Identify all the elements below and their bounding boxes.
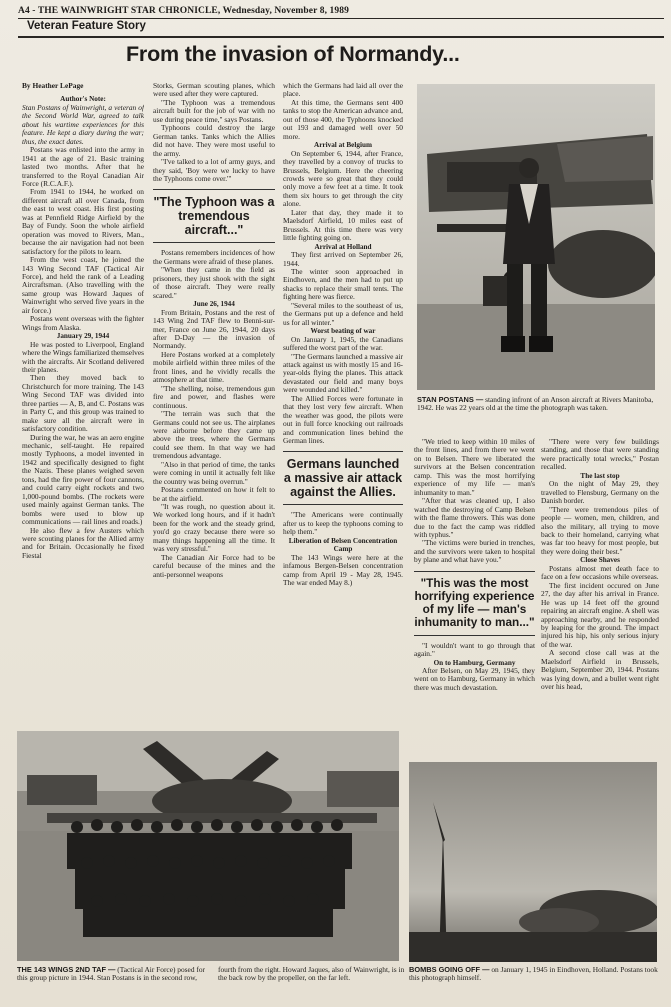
paragraph: Storks, German scouting planes, which were used after they were captured.: [153, 82, 275, 99]
paragraph: He also flew a few Austers which were scouting planes for the Allied army and for Britain. Occasionally he fixed Fiestal: [22, 525, 144, 560]
paragraph: From the west coast, he joined the 143 Wing Second TAF (Tactical Air Force), and held the rank of a Leading Aircraftsman. (Also travelling with the same group was Howard Jaques of Wainwright who served five years in the air force.): [22, 255, 144, 315]
paragraph: Later that day, they made it to Maelsdorf Airfield, 10 miles east of Brussels. At this time there was very little fighting going on.: [283, 207, 403, 243]
caption-143-wings: [17, 966, 409, 983]
subhead: On to Hamburg, Germany: [433, 658, 516, 667]
paragraph: "The Germans launched a massive air attack against us with mostly 15 and 16-year-olds flying the planes. This attack devastated our field and many boys were wounded and killed.": [283, 351, 403, 395]
masthead-rule: [18, 18, 664, 19]
subhead: June 26, 1944: [193, 300, 235, 309]
subhead: Arrival at Holland: [314, 242, 372, 251]
paragraph: After Belsen, on May 29, 1945, they went on to Hamburg, Germany in which there was much devastation.: [414, 665, 535, 692]
subhead: Author's Note:: [60, 95, 106, 104]
bombs-photo-graphic: [409, 762, 657, 962]
paragraph: The first incident occured on June 27, the day after his arrival in France. He was up 14 feet off the ground repairing an aircraft engine. A shell was approaching nearby, and he responded by leaping for the ground. The impact injured his hip, his only serious injury of the war.: [541, 580, 659, 649]
paragraph: On the night of May 29, they travelled to Flensburg, Germany on the Danish border.: [541, 479, 659, 506]
headline: From the invasion of Normandy...: [126, 42, 460, 66]
article-column-4: [414, 438, 535, 756]
paragraph: Postans went overseas with the fighter Wings from Alaska.: [22, 314, 144, 332]
column-4-bottom: [414, 642, 535, 693]
paragraph: Then they moved back to Christchurch for more training. The 143 Wing Second TAF was divided into three parties — A, B, and C. Postans was in Party C, and this group was trained to make sure all the aircraft were in satisfactory condition.: [22, 373, 144, 434]
paragraph: "The Americans were continually after us to keep the typhoons coming to help them.": [283, 510, 403, 537]
paragraph: The winter soon approached in Eindhoven, and the men had to put up shacks to replace their small tents. The fighting here was fierce.: [283, 266, 403, 302]
paragraph: "The victims were buried in trenches, and the survivors were taken to hospital by plane and what have you.": [414, 538, 535, 565]
paragraph: "I've talked to a lot of army guys, and they said, 'Boy were we lucky to have the Typhoons come over.'": [153, 157, 275, 183]
article-column-1: [22, 82, 144, 744]
article-column-2: [153, 82, 275, 746]
caption-text: standing infront of an Anson aircraft at Rivers Manitoba, 1942. He was 22 years old at the time the photograph was taken.: [417, 395, 654, 413]
paragraph: "The terrain was such that the Germans could not see us. The airplanes were airborne before they came up above the trees, where the Germans could see them. In that way we had tremendous advantage.: [153, 409, 275, 461]
subhead: January 29, 1944: [56, 332, 110, 341]
paragraph: Here Postans worked at a completely mobile airfield within three miles of the front lines, and he vividly recalls the atmosphere at that time.: [153, 349, 275, 385]
paragraph: "It was rough, no question about it. We worked long hours, and if it hadn't been for the work and the steady grind, you'd go crazy because there were so many things happening all the time. It was very stressful.": [153, 502, 275, 554]
article-column-5: [541, 438, 659, 756]
paragraph: "The Typhoon was a tremendous aircraft built for the job of war with no use during peace time," says Postans.: [153, 97, 275, 124]
paragraph: "There were very few buildings standing, and those that were standing were practically total wrecks," Postan recalled.: [541, 438, 659, 472]
caption-lead: BOMBS GOING OFF —: [409, 965, 490, 974]
caption-text: (Tactical Air Force) posed for this group picture in 1944. Stan Postans is in the second row, fourth from the right. Howard Jaques, also of Wainwright, is in the back row by the propeller, on the far left.: [17, 965, 405, 983]
paragraph: Typhoons could destroy the large German tanks. Tanks which the Allies did not have. They were most useful to the army.: [153, 123, 275, 158]
section-rule: [18, 36, 664, 38]
paragraph: They first arrived on September 26, 1944.: [283, 250, 403, 268]
photo-143-wings-group: [17, 731, 399, 961]
caption-lead: STAN POSTANS —: [417, 395, 484, 404]
paragraph: The Canadian Air Force had to be careful because of the mines and the anti-personnel weapons: [153, 552, 275, 579]
paragraph: "After that was cleaned up, I also watched the destroying of Camp Belsen with the flame throwers. This was done due to the fact the camp was riddled with typhus.": [414, 496, 535, 539]
section-label: Veteran Feature Story: [27, 20, 146, 32]
paragraph: "Several miles to the southeast of us, the Germans put up a defence and held us for all winter.": [283, 300, 403, 327]
column-2-bottom: [153, 249, 275, 579]
paragraph: On January 1, 1945, the Canadians suffered the worst part of the war.: [283, 334, 403, 353]
column-3-bottom: [283, 511, 403, 587]
paragraph: Postans commented on how it felt to be at the airfield.: [153, 485, 275, 503]
column-2-top: [153, 82, 275, 183]
paragraph: Postans almost met death face to face on a few occasions while overseas.: [541, 563, 659, 582]
paragraph: Stan Postans of Wainwright, a veteran of the Second World War, agreed to talk about his wartime experiences for this feature. He kept a diary during the war; thus, the exact dates.: [22, 102, 144, 146]
paragraph: The 143 Wings were here at the infamous Bergen-Belsen concentration camp from April 19 - May 28, 1945. The war ended May 8.): [283, 552, 403, 588]
caption-bombs: [409, 966, 659, 983]
paragraph: Postans remembers incidences of how the Germans were afraid of these planes.: [153, 248, 275, 266]
article-column-3: [283, 82, 403, 744]
subhead: Worst beating of war: [310, 327, 376, 336]
subhead: Close Shaves: [580, 556, 620, 565]
paragraph: On September 6, 1944, after France, they travelled by a convoy of trucks to Brussels, Belgium. Here the cheering crowds were so great that they could only move a few feet at a time. It took them six hours to get through the city alone.: [283, 148, 403, 209]
pull-quote-typhoon: "The Typhoon was a tremendous aircraft...": [153, 189, 275, 243]
paragraph: A second close call was at the Maelsdorf Airfield in Brussels, Belgium, September 20, 1944. Postans was lying down, and a bullet went right over his head,: [541, 648, 659, 692]
photo-bombs-going-off: [409, 762, 657, 962]
airplane-photo-graphic: [417, 84, 655, 390]
paragraph: "The shelling, noise, tremendous gun fire and power, and flashes were continuous.: [153, 383, 275, 410]
photo-stan-postans: [417, 84, 655, 390]
paragraph: "We tried to keep within 10 miles of the front lines, and from there we went on to Belsen. There we liberated the survivors at the Belsen concentration camp. This was the most horrifying experience of my life — man's inhumanity to man.": [414, 438, 535, 497]
paragraph: "When they came in the field as prisoners, they just shook with the sight of those aircraft. They were really scared.": [153, 265, 275, 300]
pull-quote-air-attack: Germans launched a massive air attack against the Allies.: [283, 451, 403, 505]
paragraph: "There were tremendous piles of people — women, men, children, and also the military, all trying to move back to their homeland, carrying what was far too heavy for most people, but they were doing their best.": [541, 504, 659, 556]
column-4-top: [414, 438, 535, 565]
paragraph: Postans was enlisted into the army in 1941 at the age of 21. Basic training lasted two months. After that he transferred to the Royal Canadian Air Force (R.C.A.F.).: [22, 145, 144, 188]
subhead: The last stop: [580, 471, 620, 480]
paragraph: From 1941 to 1944, he worked on different aircraft all over Canada, from the east to west coast. His first posting was at Pennfield Ridge Airfield by the Bay of Fundy. Soon the whole airfield operation was moved to Rivers, Man., because the air navigation had not been satisfactory for the pilots to learn.: [22, 187, 144, 256]
paragraph: "Also in that period of time, the tanks were coming in until it actually felt like the country was being overrun.": [153, 459, 275, 486]
pull-quote-inhumanity: "This was the most horrifying experience of my life — man's inhumanity to man...": [414, 571, 535, 636]
subhead: Liberation of Belsen Concentration Camp: [288, 536, 398, 554]
column-3-top: [283, 82, 403, 445]
paragraph: At this time, the Germans sent 400 tanks to stop the American advance and, out of those 400, the Typhoons knocked out 193 and damaged well over 50 more.: [283, 97, 403, 141]
paragraph: which the Germans had laid all over the place.: [283, 82, 403, 99]
masthead: A4 - THE WAINWRIGHT STAR CHRONICLE, Wednesday, November 8, 1989: [18, 6, 349, 16]
paragraph: The Allied Forces were fortunate in that they lost very few aircraft. When the weather was good, the pilots were out in full force knocking out railroads and communication lines behind the German lines.: [283, 393, 403, 446]
byline: By Heather LePage: [22, 82, 84, 90]
caption-stan-postans: [417, 396, 657, 413]
paragraph: He was posted to Liverpool, England where the Wings familiarized themselves with the aircrafts. Air Scotland delivered their planes.: [22, 339, 144, 374]
subhead: Arrival at Belgium: [314, 141, 372, 150]
group-photo-graphic: [17, 731, 399, 961]
caption-text: on January 1, 1945 in Eindhoven, Holland. Postans took this photograph himself.: [409, 965, 658, 983]
paragraph: From Britain, Postans and the rest of 143 Wing 2nd TAF flew to Benni-sur-mer, France on June 26, 1944, 20 days after D-Day — the invasion of Normandy.: [153, 307, 275, 351]
paragraph: During the war, he was an aero engine mechanic, self-taught. He repaired mostly Typhoons, a model invented in 1942 and specifically designed to fight the Nazis. These planes weighed seven tons, had the fire power of four cannons, and could carry eight rockets and two 1,000-pound bombs. (The rockets were used mainly against German tanks. The bombs were used to blow up communications — rail lines and roads.): [22, 432, 144, 527]
paragraph: "I wouldn't want to go through that again.": [414, 640, 535, 659]
caption-lead: THE 143 WINGS 2ND TAF —: [17, 965, 116, 974]
